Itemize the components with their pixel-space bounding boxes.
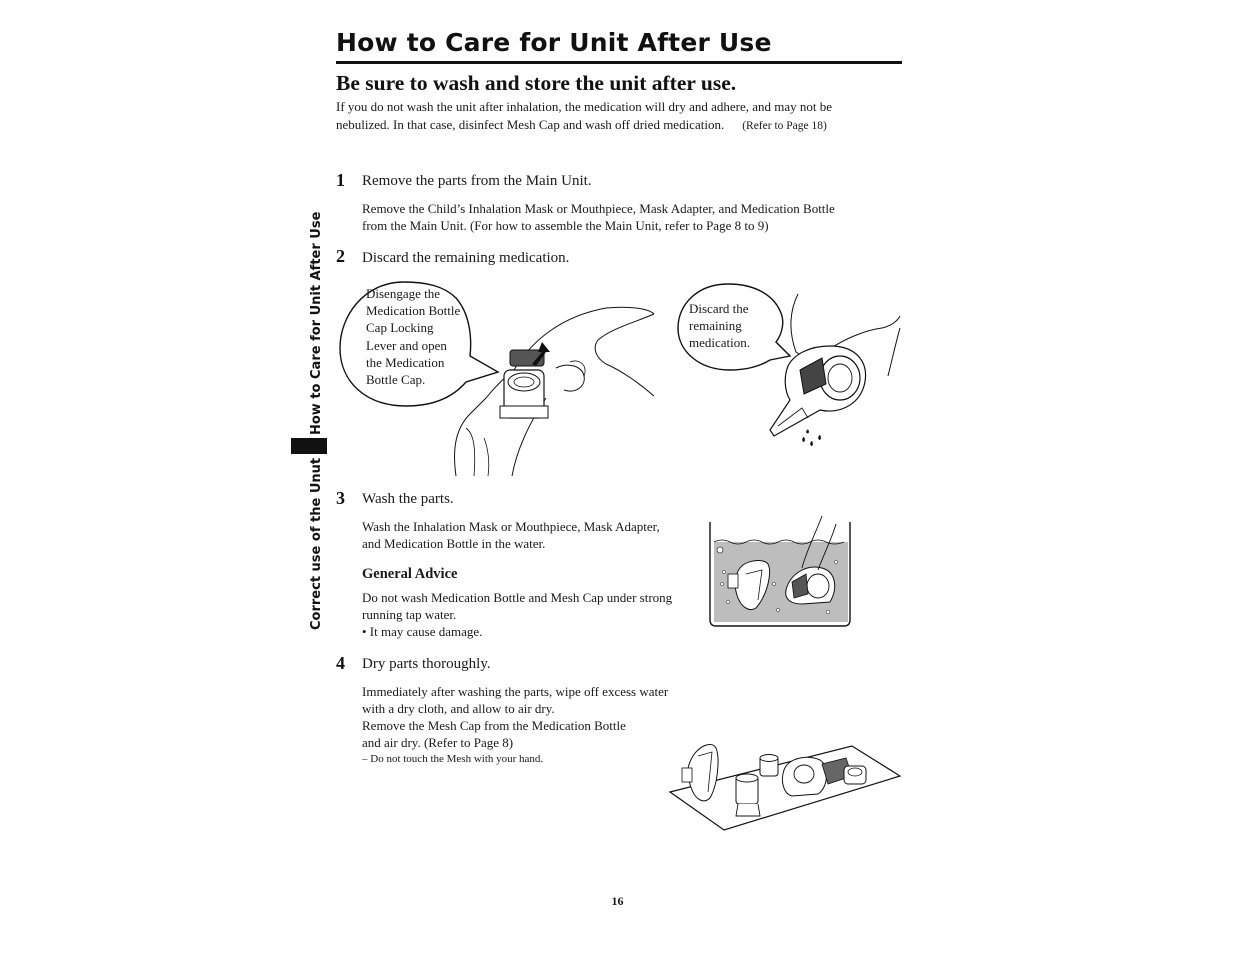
page-number: 16	[611, 894, 624, 908]
left-bubble-line-1: Disengage the	[366, 286, 441, 301]
page-subtitle: Be sure to wash and store the unit after use.	[336, 71, 737, 95]
intro-reference: (Refer to Page 18)	[742, 120, 827, 132]
intro-paragraph	[336, 98, 896, 135]
left-bubble-line-2: Medication Bottle	[366, 303, 461, 319]
step-4-note: – Do not touch the Mesh with your hand.	[362, 753, 544, 765]
intro-line-1: If you do not wash the unit after inhalation, the medication will dry and adhere, and may not be	[336, 99, 833, 114]
step-3-text	[362, 518, 702, 552]
left-bubble-line-4: Lever and open	[366, 337, 447, 353]
title-rule	[336, 61, 902, 64]
advice-line-2: running tap water.	[362, 607, 457, 622]
step-2-number: 2	[336, 246, 345, 266]
sidebar-tab-marker	[291, 438, 327, 454]
right-bubble-text	[689, 300, 750, 352]
left-bubble-line-3: Cap Locking	[366, 320, 434, 336]
advice-line-1: Do not wash Medication Bottle and Mesh Cap under strong	[362, 590, 673, 605]
general-advice-text	[362, 589, 702, 640]
page-title: How to Care for Unit After Use	[336, 28, 772, 57]
general-advice-heading: General Advice	[362, 566, 458, 582]
step-4-text-line-3: Remove the Mesh Cap from the Medication Bottle	[362, 718, 626, 733]
step-3-number: 3	[336, 488, 345, 508]
intro-line-2-text: nebulized. In that case, disinfect Mesh Cap and wash off dried medication.	[336, 117, 725, 132]
step-4-text-line-1: Immediately after washing the parts, wipe off excess water	[362, 684, 669, 699]
sidebar-section-label: How to Care for Unit After Use	[309, 211, 324, 435]
sidebar-chapter-label: Correct use of the Unut	[309, 457, 324, 630]
left-bubble-line-6: Bottle Cap.	[366, 372, 426, 388]
intro-line-2	[336, 116, 896, 135]
step-4-text-line-2: with a dry cloth, and allow to air dry.	[362, 701, 555, 716]
right-bubble-line-2: remaining	[689, 318, 742, 334]
right-bubble-line-3: medication.	[689, 335, 751, 351]
advice-line-3: • It may cause damage.	[362, 624, 483, 639]
step-4-number: 4	[336, 653, 345, 673]
step-4-heading: Dry parts thoroughly.	[362, 656, 491, 672]
left-bubble-line-5: the Medication	[366, 354, 445, 370]
step-4-text	[362, 683, 702, 768]
step-3-heading: Wash the parts.	[362, 491, 454, 507]
step-1-text	[362, 200, 902, 234]
left-bubble-text	[366, 285, 460, 388]
step-4-text-line-4: and air dry. (Refer to Page 8)	[362, 735, 514, 750]
step-1-number: 1	[336, 170, 345, 190]
step-3-text-line-1: Wash the Inhalation Mask or Mouthpiece, Mask Adapter,	[362, 519, 660, 534]
step-3-text-line-2: and Medication Bottle in the water.	[362, 536, 546, 551]
drying-parts-illustration	[668, 736, 902, 832]
wash-basin-illustration	[706, 512, 852, 628]
step-2-heading: Discard the remaining medication.	[362, 250, 570, 266]
step-1-heading: Remove the parts from the Main Unit.	[362, 173, 592, 189]
step-1-text-line-2: from the Main Unit. (For how to assemble the Main Unit, refer to Page 8 to 9)	[362, 218, 769, 233]
right-bubble-line-1: Discard the	[689, 301, 749, 316]
step-1-text-line-1: Remove the Child’s Inhalation Mask or Mouthpiece, Mask Adapter, and Medication Bottle	[362, 201, 835, 216]
